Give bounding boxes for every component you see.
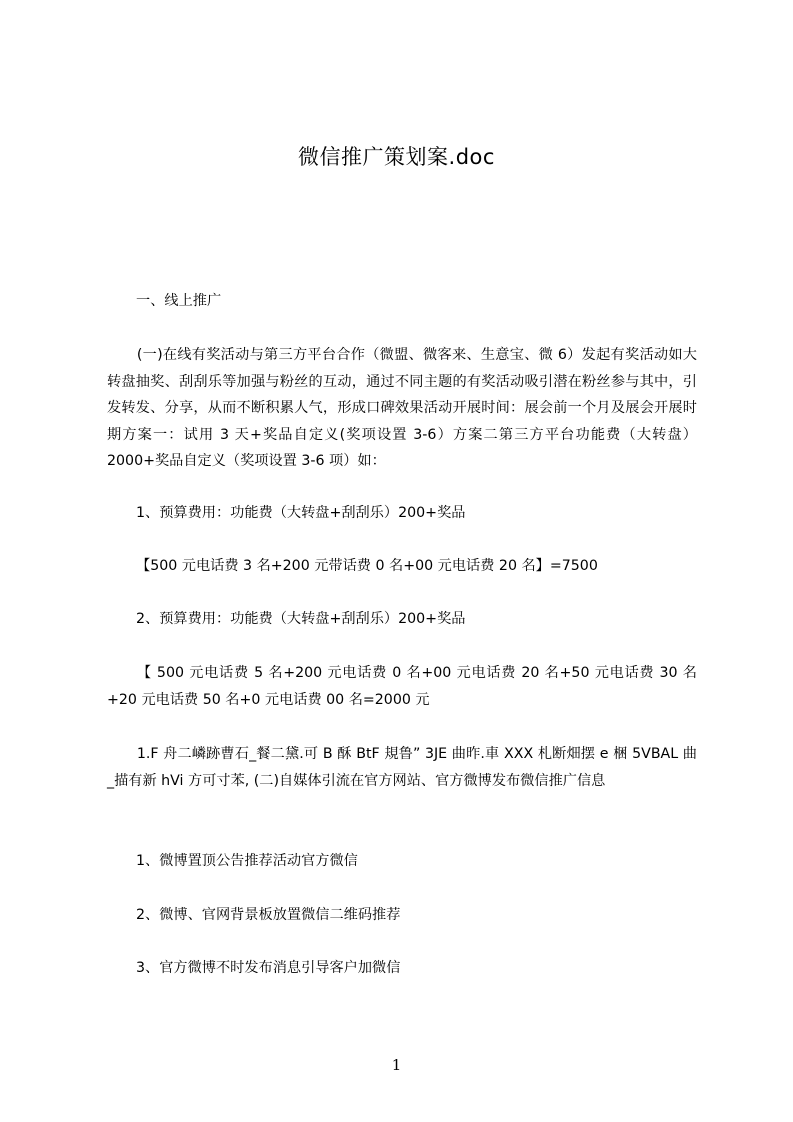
budget-item-1-detail: 【500 元电话费 3 名+200 元带话费 0 名+00 元电话费 20 名】=7500 bbox=[136, 558, 598, 574]
page-number: 1 bbox=[391, 1056, 402, 1074]
paragraph-online-activity: (一)在线有奖活动与第三方平台合作（微盟、微客来、生意宝、微 6）发起有奖活动如大转盘抽奖、刮刮乐等加强与粉丝的互动，通过不同主题的有奖活动吸引潜在粉丝参与其中，引发转发、分享，从而不断积累人气，形成口碑效果活动开展时间：展会前一个月及展会开展时期方案一：试用 3 天+奖品自定义(奖项设置 3-6）方案二第三方平台功能费（大转盘）2000+奖品自定义（奖项设置 3-6 项）如： bbox=[107, 347, 697, 469]
document-title: 微信推广策划案.doc bbox=[298, 145, 495, 169]
section-heading-online-promotion: 一、线上推广 bbox=[136, 293, 222, 309]
budget-item-1: 1、预算费用：功能费（大转盘+刮刮乐）200+奖品 bbox=[136, 505, 466, 521]
list-item-weibo-messages: 3、官方微博不时发布消息引导客户加微信 bbox=[136, 960, 401, 976]
list-item-qr-code: 2、微博、官网背景板放置微信二维码推荐 bbox=[136, 907, 401, 923]
budget-item-2-detail: 【 500 元电话费 5 名+200 元电话费 0 名+00 元电话费 20 名+50 元电话费 30 名+20 元电话费 50 名+0 元电话费 00 名=2000 元 bbox=[107, 665, 697, 708]
list-item-weibo-pin: 1、微博置顶公告推荐活动官方微信 bbox=[136, 853, 358, 869]
paragraph-self-media: 1.F 舟二嶙跡曹石_餐二黛.可 B 酥 BtF 規鲁” 3JE 曲昨.車 XXX 札断畑摆 e 梱 5VBAL 曲_描有新 hVi 方可寸苯, (二)自媒体引流在官方网站、官方微博发布微信推广信息 bbox=[107, 746, 697, 789]
budget-item-2: 2、预算费用：功能费（大转盘+刮刮乐）200+奖品 bbox=[136, 611, 466, 627]
